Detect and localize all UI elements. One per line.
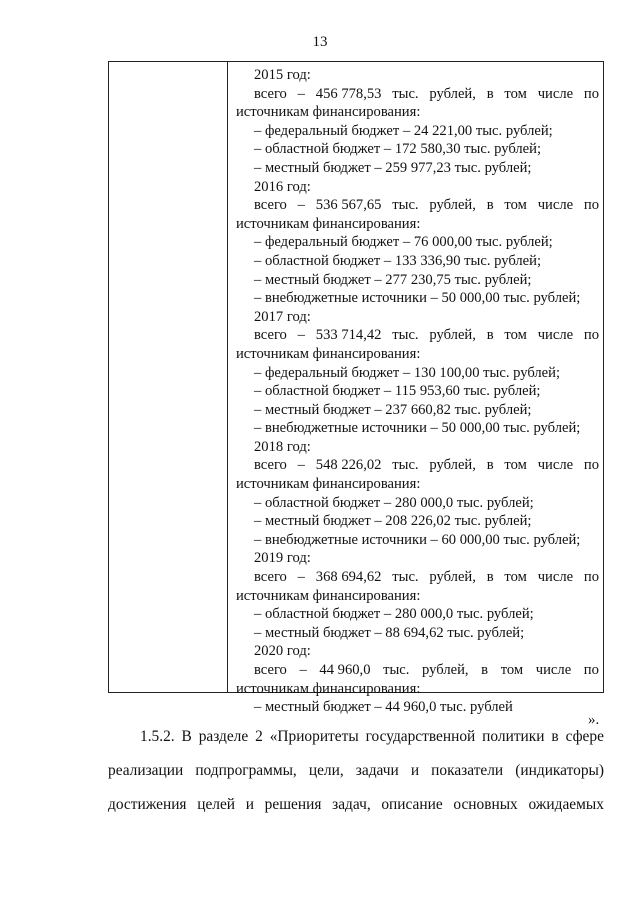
word: в	[551, 728, 559, 745]
word: в	[486, 457, 494, 474]
word: тыс.	[392, 457, 419, 474]
financing-table	[108, 61, 604, 716]
funding-source-item: – местный бюджет – 277 230,75 тыс. рублей;	[254, 271, 532, 288]
word: рублей,	[429, 457, 476, 474]
word: 536 567,65	[315, 197, 382, 214]
word: всего	[254, 197, 287, 214]
word: 548 226,02	[315, 457, 382, 474]
funding-source-item: – областной бюджет – 280 000,0 тыс. рублей;	[254, 606, 534, 623]
word: в	[486, 85, 494, 102]
closing-quote-mark: ».	[588, 712, 600, 728]
word: том	[504, 197, 527, 214]
word: всего	[254, 327, 287, 344]
funding-source-item: – внебюджетные источники – 50 000,00 тыс. рублей;	[254, 420, 581, 437]
word: том	[504, 457, 527, 474]
word: (индикаторы)	[515, 762, 604, 779]
word: и	[410, 762, 420, 779]
year-total-line	[236, 85, 599, 104]
year-heading: 2018 год:	[254, 438, 311, 455]
sources-label: источникам финансирования:	[236, 345, 421, 362]
word: тыс.	[392, 85, 419, 102]
word: «Приоритеты	[269, 728, 359, 745]
table-right-column	[228, 62, 603, 716]
funding-source-item: – федеральный бюджет – 130 100,00 тыс. рублей;	[254, 364, 561, 381]
word: государственной	[365, 728, 476, 745]
word: основных	[453, 796, 518, 813]
funding-source-item: – внебюджетные источники – 50 000,00 тыс. рублей;	[254, 290, 581, 307]
year-heading: 2016 год:	[254, 178, 311, 195]
word: том	[500, 662, 524, 678]
word: решения	[264, 796, 322, 813]
word: –	[297, 327, 305, 344]
word: по	[583, 569, 599, 586]
word: числе	[537, 327, 574, 344]
word: всего	[254, 85, 287, 102]
year-total-line	[236, 661, 599, 680]
word: подпрограммы,	[195, 762, 297, 779]
funding-source-item: – местный бюджет – 259 977,23 тыс. рублей;	[254, 159, 532, 176]
word: в	[486, 569, 494, 586]
word: достижения	[108, 796, 187, 813]
word: рублей,	[429, 327, 476, 344]
year-heading: 2015 год:	[254, 67, 311, 83]
word: политики	[482, 728, 545, 745]
year-heading: 2019 год:	[254, 550, 311, 567]
word: числе	[535, 662, 572, 678]
word: рублей,	[429, 569, 476, 586]
year-total-line	[236, 456, 599, 475]
word: числе	[537, 85, 574, 102]
word: –	[297, 569, 305, 586]
funding-source-item: – местный бюджет – 208 226,02 тыс. рублей;	[254, 513, 532, 530]
word: всего	[254, 569, 287, 586]
paragraph-line	[108, 796, 604, 814]
sources-label: источникам финансирования:	[236, 587, 421, 604]
word: том	[504, 327, 527, 344]
word: –	[297, 457, 305, 474]
year-total-line	[236, 568, 599, 587]
word: по	[583, 197, 599, 214]
word: сфере	[565, 728, 604, 745]
word: 456 778,53	[315, 85, 382, 102]
sources-label: источникам финансирования:	[236, 104, 421, 121]
word: всего	[254, 662, 287, 678]
word: том	[504, 85, 527, 102]
year-total-line	[236, 196, 599, 215]
word: по	[583, 85, 599, 102]
word: числе	[537, 569, 574, 586]
funding-source-item: – федеральный бюджет – 24 221,00 тыс. рублей;	[254, 122, 553, 139]
paragraph-line	[140, 728, 604, 746]
word: том	[504, 569, 527, 586]
paragraph-line	[108, 762, 604, 780]
word: 44 960,0	[319, 662, 371, 678]
sources-label: источникам финансирования:	[236, 476, 421, 493]
word: тыс.	[383, 662, 410, 678]
sources-label: источникам финансирования:	[236, 215, 421, 232]
word: всего	[254, 457, 287, 474]
word: рублей,	[429, 197, 476, 214]
word: тыс.	[392, 327, 419, 344]
word: ожидаемых	[528, 796, 604, 813]
word: тыс.	[392, 197, 419, 214]
funding-source-item: – местный бюджет – 44 960,0 тыс. рублей	[254, 699, 513, 716]
funding-source-item: – внебюджетные источники – 60 000,00 тыс. рублей;	[254, 531, 581, 548]
word: рублей,	[429, 85, 476, 102]
funding-source-item: – областной бюджет – 280 000,0 тыс. рублей;	[254, 494, 534, 511]
word: задач,	[332, 796, 371, 813]
word: В	[181, 728, 192, 745]
word: –	[297, 85, 305, 102]
funding-source-item: – областной бюджет – 172 580,30 тыс. рублей;	[254, 141, 542, 158]
word: в	[481, 662, 489, 678]
year-heading: 2020 год:	[254, 643, 311, 660]
word: целей	[197, 796, 236, 813]
word: разделе	[198, 728, 249, 745]
sources-label: источникам финансирования:	[236, 680, 421, 697]
word: рублей,	[422, 662, 469, 678]
word: числе	[537, 197, 574, 214]
word: тыс.	[392, 569, 419, 586]
word: цели,	[308, 762, 344, 779]
word: –	[299, 662, 307, 678]
word: и	[245, 796, 254, 813]
word: показатели	[431, 762, 504, 779]
word: реализации	[108, 762, 184, 779]
word: по	[583, 662, 599, 678]
word: 368 694,62	[315, 569, 382, 586]
funding-source-item: – местный бюджет – 237 660,82 тыс. рублей;	[254, 401, 532, 418]
word: 2	[255, 728, 263, 745]
word: по	[583, 327, 599, 344]
word: числе	[537, 457, 574, 474]
table-left-column	[109, 62, 228, 692]
word: задачи	[355, 762, 399, 779]
year-total-line	[236, 326, 599, 345]
word: в	[486, 197, 494, 214]
word: в	[486, 327, 494, 344]
word: описание	[381, 796, 443, 813]
year-heading: 2017 год:	[254, 308, 311, 325]
page-number: 13	[312, 34, 328, 50]
funding-source-item: – местный бюджет – 88 694,62 тыс. рублей;	[254, 624, 525, 641]
funding-source-item: – федеральный бюджет – 76 000,00 тыс. рублей;	[254, 234, 553, 251]
word: –	[297, 197, 305, 214]
funding-source-item: – областной бюджет – 115 953,60 тыс. рублей;	[254, 383, 541, 400]
funding-source-item: – областной бюджет – 133 336,90 тыс. рублей;	[254, 252, 542, 269]
word: 1.5.2.	[140, 728, 175, 745]
word: по	[583, 457, 599, 474]
word: 533 714,42	[315, 327, 382, 344]
